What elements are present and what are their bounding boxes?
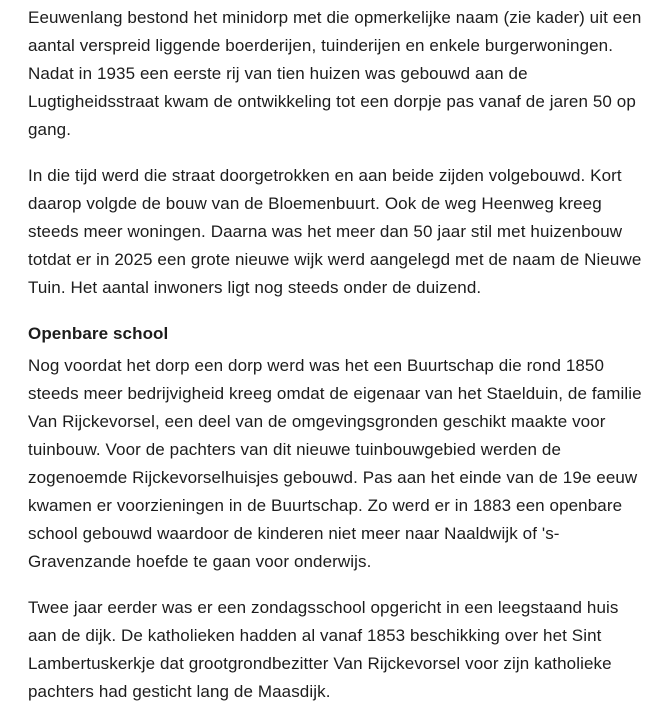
section-heading: Openbare school (28, 324, 169, 343)
paragraph-buurtschap: Nog voordat het dorp een dorp werd was het een Buurtschap die rond 1850 steeds meer bedrijvigheid kreeg omdat de eigenaar van het Staelduin, de familie Van Rijckevorsel, een deel van de omgevingsgronden geschikt maakte voor tuinbouw. Voor de pachters van dit nieuwe tuinbouwgebied werden de zogenoemde Rijckevorselhuisjes gebouwd. Pas aan het einde van de 19e eeuw kwamen er voorzieningen in de Buurtschap. Zo werd er in 1883 een openbare school gebouwd waardoor de kinderen niet meer naar Naaldwijk of 's-Gravenzande hoefde te gaan voor onderwijs. (28, 356, 642, 571)
paragraph-zondagsschool: Twee jaar eerder was er een zondagsschool opgericht in een leegstaand huis aan de dijk. De katholieken hadden al vanaf 1853 beschikking over het Sint Lambertuskerkje dat grootgrondbezitter Van Rijckevorsel voor zijn katholieke pachters had gesticht lang de Maasdijk. (28, 598, 619, 701)
paragraph-development: In die tijd werd die straat doorgetrokken en aan beide zijden volgebouwd. Kort daarop volgde de bouw van de Bloemenbuurt. Ook de weg Heenweg kreeg steeds meer woningen. Daarna was het meer dan 50 jaar stil met huizenbouw totdat er in 2025 een grote nieuwe wijk werd aangelegd met de naam de Nieuwe Tuin. Het aantal inwoners ligt nog steeds onder de duizend. (28, 166, 642, 297)
paragraph-intro: Eeuwenlang bestond het minidorp met die opmerkelijke naam (zie kader) uit een aantal verspreid liggende boerderijen, tuinderijen en enkele burgerwoningen. Nadat in 1935 een eerste rij van tien huizen was gebouwd aan de Lugtigheidsstraat kwam de ontwikkeling tot een dorpje pas vanaf de jaren 50 op gang. (28, 8, 642, 139)
article-body (28, 4, 648, 706)
